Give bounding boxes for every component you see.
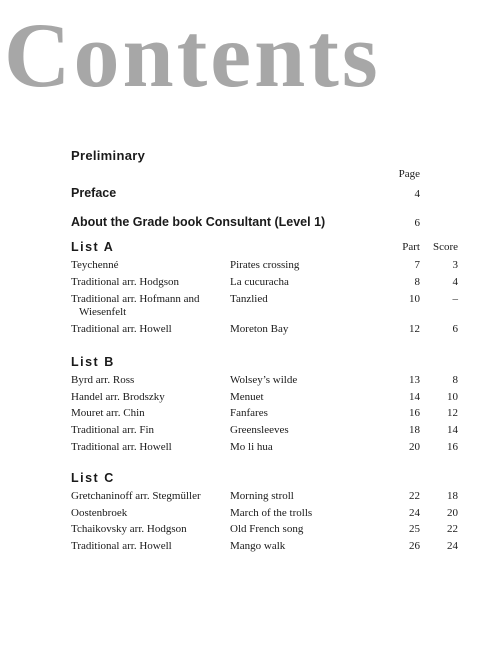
part-page: 22	[409, 490, 420, 502]
piece-title: Moreton Bay	[230, 323, 289, 335]
composer: Traditional arr. Howell	[71, 441, 172, 453]
score-page: 4	[452, 276, 458, 288]
about-consultant-page: 6	[414, 217, 420, 229]
piece-title: Morning stroll	[230, 490, 294, 502]
score-page: –	[452, 293, 458, 305]
part-page: 7	[414, 259, 420, 271]
part-page: 25	[409, 523, 420, 535]
piece-title: Wolsey’s wilde	[230, 374, 298, 386]
composer: Traditional arr. Howell	[71, 540, 172, 552]
page-column-header: Page	[398, 168, 420, 180]
composer: Byrd arr. Ross	[71, 374, 135, 386]
part-column-header: Part	[402, 241, 420, 253]
preface-link[interactable]: Preface	[71, 186, 117, 200]
part-page: 18	[409, 424, 420, 436]
piece-title: Mango walk	[230, 540, 286, 552]
score-page: 24	[447, 540, 458, 552]
score-page: 6	[452, 323, 458, 335]
composer: Handel arr. Brodszky	[71, 391, 165, 403]
score-page: 18	[447, 490, 458, 502]
list-a-heading: List A	[71, 240, 115, 254]
piece-title: Tanzlied	[230, 293, 268, 305]
preliminary-heading: Preliminary	[71, 148, 146, 163]
part-page: 24	[409, 507, 420, 519]
score-column-header: Score	[432, 241, 458, 253]
score-page: 20	[447, 507, 458, 519]
part-page: 20	[409, 441, 420, 453]
list-b-heading: List B	[71, 355, 115, 369]
composer: Gretchaninoff arr. Stegmüller	[71, 490, 201, 502]
score-page: 10	[447, 391, 458, 403]
part-page: 14	[409, 391, 420, 403]
piece-title: Pirates crossing	[230, 259, 300, 271]
composer: Mouret arr. Chin	[71, 407, 145, 419]
piece-title: Fanfares	[230, 407, 268, 419]
composer: Traditional arr. Howell	[71, 323, 172, 335]
piece-title: March of the trolls	[230, 507, 313, 519]
score-page: 22	[447, 523, 458, 535]
composer: Traditional arr. Hodgson	[71, 276, 180, 288]
composer: Traditional arr. Hofmann and Wiesenfelt	[71, 293, 200, 318]
piece-title: Mo li hua	[230, 441, 273, 453]
piece-title: Old French song	[230, 523, 304, 535]
piece-title: Menuet	[230, 391, 264, 403]
score-page: 3	[452, 259, 458, 271]
composer: Tchaikovsky arr. Hodgson	[71, 523, 187, 535]
score-page: 16	[447, 441, 458, 453]
part-page: 26	[409, 540, 420, 552]
page-heading: Contents	[4, 4, 381, 106]
part-page: 10	[409, 293, 420, 305]
composer: Teychenné	[71, 259, 119, 271]
score-page: 12	[447, 407, 458, 419]
about-consultant-link[interactable]: About the Grade book Consultant (Level 1)	[71, 215, 326, 229]
part-page: 12	[409, 323, 420, 335]
piece-title: Greensleeves	[230, 424, 289, 436]
list-c-heading: List C	[71, 471, 115, 485]
score-page: 14	[447, 424, 458, 436]
piece-title: La cucuracha	[230, 276, 289, 288]
part-page: 16	[409, 407, 420, 419]
part-page: 8	[414, 276, 420, 288]
score-page: 8	[452, 374, 458, 386]
composer: Traditional arr. Fin	[71, 424, 155, 436]
preface-page: 4	[414, 188, 420, 200]
composer: Oostenbroek	[71, 507, 128, 519]
part-page: 13	[409, 374, 420, 386]
